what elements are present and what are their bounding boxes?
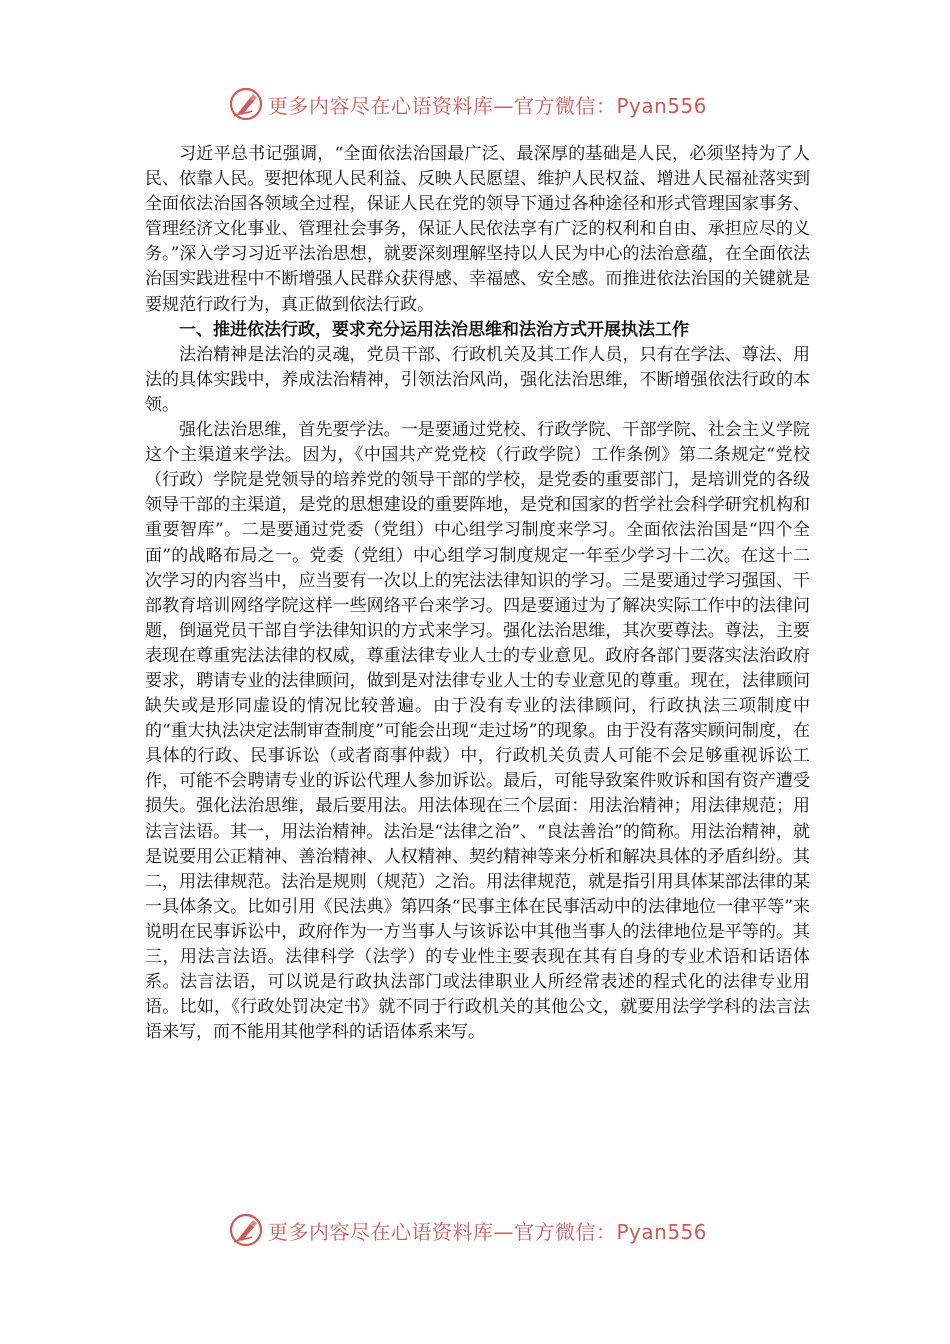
pen-nib-logo-icon	[228, 1212, 264, 1248]
header-watermark	[228, 84, 748, 124]
pen-nib-logo-icon	[228, 86, 264, 122]
body-paragraph: 法治精神是法治的灵魂，党员干部、行政机关及其工作人员，只有在学法、尊法、用法的具体实践中，养成法治精神，引领法治风尚，强化法治思维，不断增强依法行政的本领。	[145, 344, 810, 415]
section-heading: 一、推进依法行政，要求充分运用法治思维和法治方式开展执法工作	[179, 319, 689, 340]
body-paragraph: 强化法治思维，首先要学法。一是要通过党校、行政学院、干部学院、社会主义学院这个主渠道来学法。因为，《中国共产党党校（行政学院）工作条例》第二条规定“党校（行政）学院是党领导的培养党的领导干部的学校，是党委的重要部门，是培训党的各级领导干部的主渠道，是党的思想建设的重要阵地，是党和国家的哲学社会科学研究机构和重要智库”。二是要通过党委（党组）中心组学习制度来学习。全面依法治国是“四个全面”的战略布局之一。党委（党组）中心组学习制度规定一年至少学习十二次。在这十二次学习的内容当中，应当要有一次以上的宪法法律知识的学习。三是要通过学习强国、干部教育培训网络学院这样一些网络平台来学习。四是要通过为了解决实际工作中的法律问题，倒逼党员干部自学法律知识的方式来学习。强化法治思维，其次要尊法。尊法，主要表现在尊重宪法法律的权威，尊重法律专业人士的专业意见。政府各部门要落实法治政府要求，聘请专业的法律顾问，做到是对法律专业人士的专业意见的尊重。现在，法律顾问缺失或是形同虚设的情况比较普遍。由于没有专业的法律顾问，行政执法三项制度中的“重大执法决定法制审查制度”可能会出现“走过场”的现象。由于没有落实顾问制度，在具体的行政、民事诉讼（或者商事仲裁）中，行政机关负责人可能不会足够重视诉讼工作，可能不会聘请专业的诉讼代理人参加诉讼。最后，可能导致案件败诉和国有资产遭受损失。强化法治思维，最后要用法。用法体现在三个层面：用法治精神；用法律规范；用法言法语。其一，用法治精神。法治是“法律之治”、“良法善治”的简称。用法治精神，就是说要用公正精神、善治精神、人权精神、契约精神等来分析和解决具体的矛盾纠纷。其二，用法律规范。法治是规则（规范）之治。用法律规范，就是指引用具体某部法律的某一具体条文。比如引用《民法典》第四条“民事主体在民事活动中的法律地位一律平等”来说明在民事诉讼中，政府作为一方当事人与该诉讼中其他当事人的法律地位是平等的。其三，用法言法语。法律科学（法学）的专业性主要表现在其有自身的专业术语和话语体系。法言法语，可以说是行政执法部门或法律职业人所经常表述的程式化的法律专业用语。比如，《行政处罚决定书》就不同于行政机关的其他公文，就要用法学学科的法言法语来写，而不能用其他学科的话语体系来写。	[145, 420, 810, 1043]
footer-watermark	[228, 1210, 748, 1250]
document-body	[145, 142, 810, 1045]
intro-paragraph: 习近平总书记强调，“全面依法治国最广泛、最深厚的基础是人民，必须坚持为了人民、依靠人民。要把体现人民利益、反映人民愿望、维护人民权益、增进人民福祉落实到全面依法治国各领域全过程，保证人民在党的领导下通过各种途径和形式管理国家事务、管理经济文化事业、管理社会事务，保证人民依法享有广泛的权利和自由、承担应尽的义务。”深入学习习近平法治思想，就要深刻理解坚持以人民为中心的法治意蕴，在全面依法治国实践进程中不断增强人民群众获得感、幸福感、安全感。而推进依法治国的关键就是要规范行政行为，真正做到依法行政。	[145, 144, 810, 315]
watermark-text: 更多内容尽在心语资料库—官方微信：Pyan556	[268, 1219, 708, 1244]
watermark-text: 更多内容尽在心语资料库—官方微信：Pyan556	[268, 93, 708, 118]
